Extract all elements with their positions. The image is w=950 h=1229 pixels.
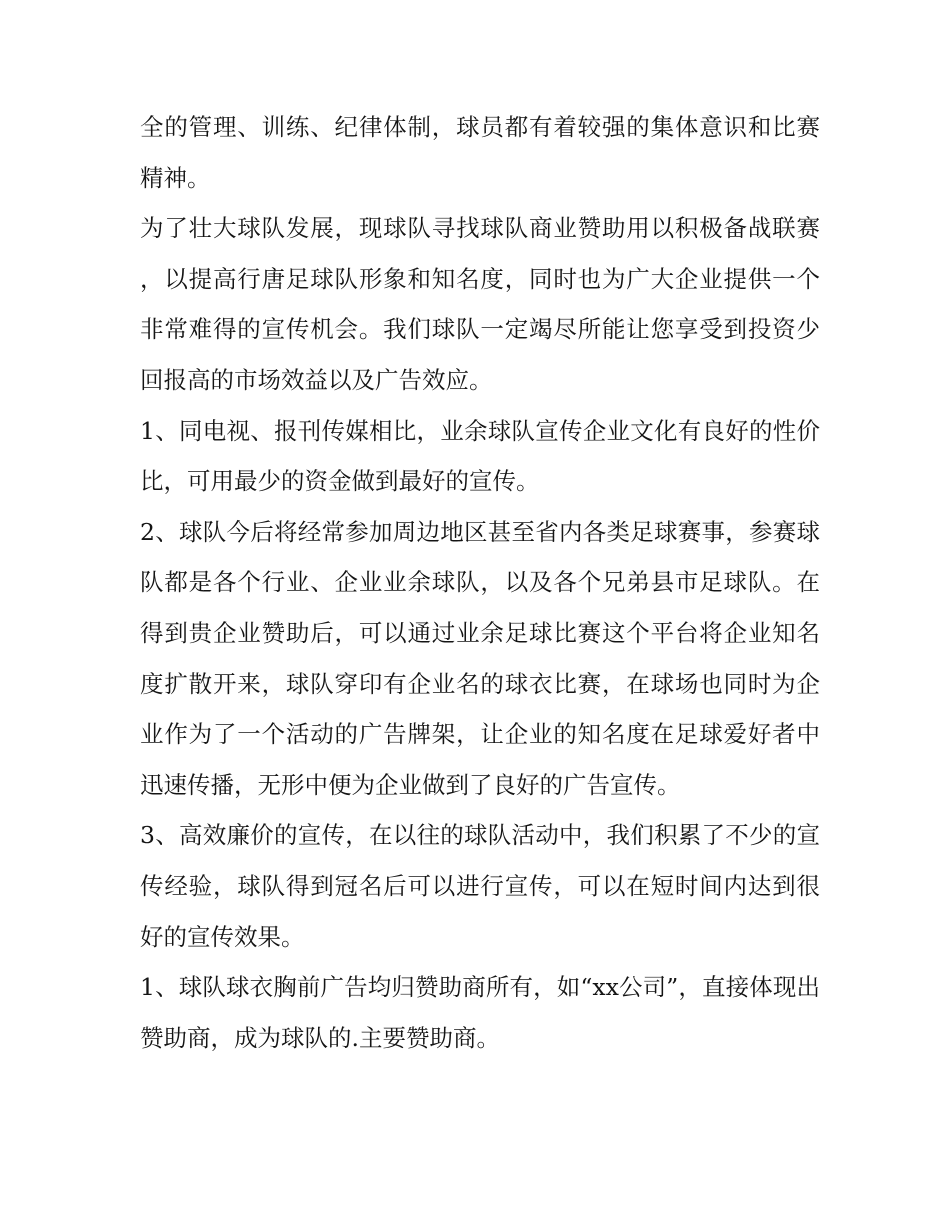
paragraph-jersey-advertising: 1、球队球衣胸前广告均归赞助商所有，如“xx公司”，直接体现出赞助商，成为球队的.主要赞助商。 <box>140 973 820 1052</box>
paragraph-point-3-efficient-promotion: 3、高效廉价的宣传，在以往的球队活动中，我们积累了不少的宣传经验，球队得到冠名后可以进行宣传，可以在短时间内达到很好的宣传效果。 <box>140 821 820 951</box>
paragraph-point-2-competitions: 2、球队今后将经常参加周边地区甚至省内各类足球赛事，参赛球队都是各个行业、企业业余球队，以及各个兄弟县市足球队。在得到贵企业赞助后，可以通过业余足球比赛这个平台将企业知名度扩散开来，球队穿印有企业名的球衣比赛，在球场也同时为企业作为了一个活动的广告牌架，让企业的知名度在足球爱好者中迅速传播，无形中便为企业做到了良好的广告宣传。 <box>140 517 820 799</box>
document-body <box>140 102 820 1063</box>
paragraph-team-discipline: 全的管理、训练、纪律体制，球员都有着较强的集体意识和比赛精神。 <box>140 113 820 192</box>
paragraph-sponsorship-purpose: 为了壮大球队发展，现球队寻找球队商业赞助用以积极备战联赛，以提高行唐足球队形象和知名度，同时也为广大企业提供一个非常难得的宣传机会。我们球队一定竭尽所能让您享受到投资少回报高的市场效益以及广告效应。 <box>140 214 820 394</box>
paragraph-point-1-cost-effective: 1、同电视、报刊传媒相比，业余球队宣传企业文化有良好的性价比，可用最少的资金做到最好的宣传。 <box>140 416 820 496</box>
